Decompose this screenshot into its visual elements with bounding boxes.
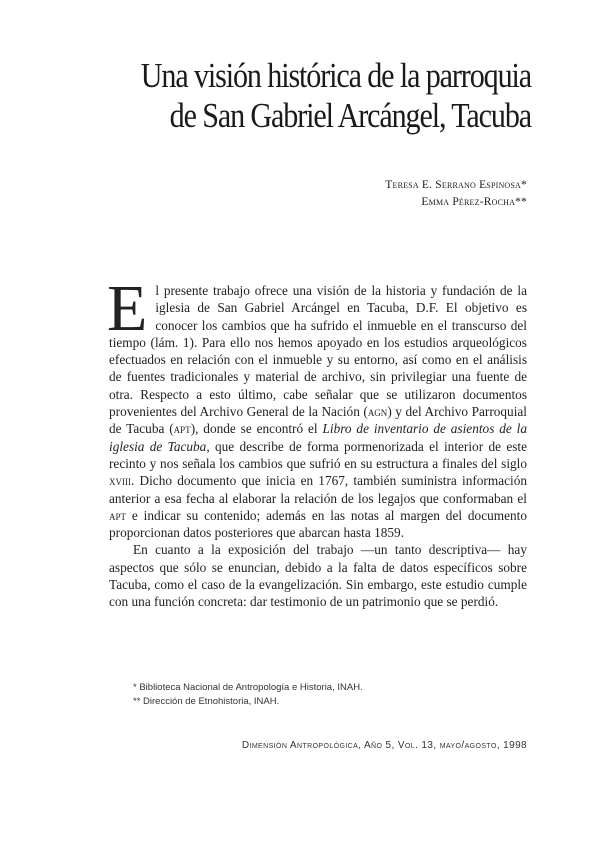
article-body (107, 272, 527, 611)
author-name: Emma Pérez-Rocha** (421, 196, 527, 208)
article-title (118, 56, 531, 136)
author-list (385, 177, 527, 211)
book-title: Libro de inventario de asientos de la iglesia de Tacuba (109, 421, 527, 454)
drop-cap: E (107, 272, 148, 345)
acronym-apt: apt (109, 507, 127, 523)
footnotes (133, 681, 363, 708)
acronym-apt: apt (173, 421, 191, 437)
author-name: Teresa E. Serrano Espinosa* (385, 179, 527, 191)
title-line-1: Una visión histórica de la parroquia (140, 56, 532, 95)
text-run: ) y del Archivo Parroquial de Tacuba ( (109, 404, 527, 437)
text-run: . Dicho documento que inicia en 1767, también suministra información anterior a esa fecha al elaborar la relación de los legajos que conformaban el (109, 473, 527, 506)
text-run: l presente trabajo ofrece una visión de la historia y fundación de la iglesia de San Gabriel Arcángel en Tacuba, D.F. El objetivo es conocer los cambios que ha sufrido el inmueble en el transcurso del tiempo (lám. 1). Para ello nos hemos apoyado en los estudios arqueológicos efectuados en relación con el inmueble y su entorno, así como en el análisis de fuentes tradicionales y material de archivo, sin privilegiar una fuente de otra. Respecto a esto último, cabe señalar que se utilizaron documentos provenientes del Archivo General de la Nación ( (109, 283, 527, 420)
footnote: ** Dirección de Etnohistoria, INAH. (133, 695, 280, 707)
paragraph-2: En cuanto a la exposición del trabajo —un tanto descriptiva— hay aspectos que sólo se enuncian, debido a la falta de datos específicos sobre Tacuba, como el caso de la evangelización. Sin embargo, este estudio cumple con una función concreta: dar testimonio de un patrimonio que se perdió. (109, 542, 527, 610)
footnote: * Biblioteca Nacional de Antropología e Historia, INAH. (133, 682, 363, 693)
acronym-agn: agn (367, 404, 388, 420)
journal-footer: Dimensión Antropológica, Año 5, Vol. 13, mayo/agosto, 1998 (241, 740, 527, 751)
paragraph-1 (107, 272, 527, 541)
text-run: e indicar su contenido; además en las notas al margen del documento proporcionan datos posteriores que abarcan hasta 1859. (109, 507, 527, 541)
text-run: ), donde se encontró el (190, 421, 323, 437)
title-line-2: de San Gabriel Arcángel, Tacuba (169, 96, 531, 135)
text-run: , que describe de forma pormenorizada el interior de este recinto y nos señala los cambios que sufrió en su estructura a finales del siglo (109, 438, 527, 471)
century-numeral: xviii (109, 473, 131, 489)
